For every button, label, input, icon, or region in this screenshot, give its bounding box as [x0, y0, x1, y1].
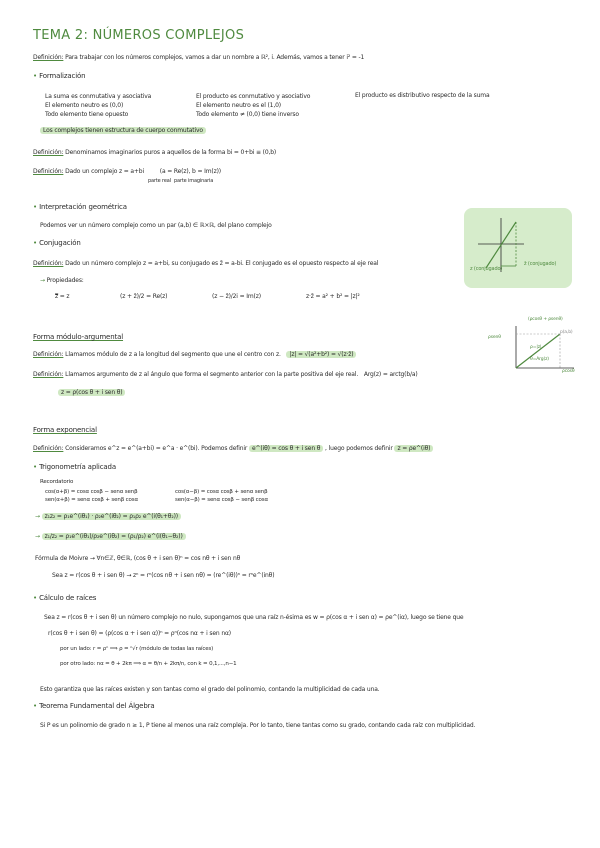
definition-label: Definición:: [33, 54, 64, 61]
definition-5: [33, 351, 356, 359]
raices-text: Sea z = r(cos θ + i sen θ) un número complejo no nulo, supongamos que una raíz n-ésima es w = ρ(cos α + i sen α) = ρe^(iα), luego se tiene que: [44, 614, 464, 621]
definition-4: [33, 260, 378, 268]
definition-text: Llamamos módulo de z a la longitud del segmento que une el centro con z.: [65, 351, 281, 358]
trig-col-1: [45, 488, 138, 504]
definition-text: Consideramos e^z = e^(a+bi) = e^a · e^(bi). Podemos definir: [65, 445, 248, 452]
propiedades-label: [40, 277, 84, 285]
graph-label-z: z (conjugado): [470, 266, 503, 272]
product-highlight: z₁z₂ = ρ₁e^(iθ₁) · ρ₂e^(iθ₂) = ρ₁ρ₂ e^(i(θ₁+θ₂)): [42, 513, 181, 520]
prop-line: El producto es conmutativo y asociativo: [196, 93, 311, 100]
definition-1: [33, 54, 364, 62]
raices-final: Esto garantiza que las raíces existen y son tantas como el grado del polinomio, contando la multiplicidad de cada una.: [40, 686, 380, 693]
section-label: Forma exponencial: [33, 426, 97, 434]
product-formula: [35, 513, 181, 521]
prop-formula-1: z̿ = z: [55, 293, 70, 300]
definition-text: Dado un número complejo z = a+bi, su conjugado es z̄ = a-bi. El conjugado es el opuesto respecto al eje real: [65, 260, 379, 267]
polar-highlight: z = ρ(cos θ + i sen θ): [58, 389, 125, 396]
section-label: Forma módulo-argumental: [33, 333, 124, 341]
trig-formula: cos(α+β) = cosα cosβ − senα senβ: [45, 489, 138, 495]
exp-form-formula: z = ρe^(iθ): [394, 445, 433, 452]
definition-text: Denominamos imaginarios puros a aquellos de la forma bi = 0+bi ≡ (0,b): [65, 149, 277, 156]
prop-formula-4: z·z̄ = a² + b² = |z|²: [306, 293, 360, 300]
teorema-text: Si P es un polinomio de grado n ≥ 1, P tiene al menos una raíz compleja. Por lo tanto, tiene tantas como su grado, contando cada raíz con multiplicidad.: [40, 722, 476, 729]
euler-formula: e^(iθ) = cos θ + i sen θ: [249, 445, 323, 452]
arrow-icon: →: [35, 533, 40, 540]
raices-line-1: por un lado: r = ρⁿ ⟹ ρ = ⁿ√r (módulo de todas las raíces): [60, 646, 214, 652]
prop-line: El elemento neutro es (0,0): [45, 102, 124, 109]
prop-line: La suma es conmutativa y asociativa: [45, 93, 152, 100]
prop-line: Todo elemento tiene opuesto: [45, 111, 129, 118]
raices-line-2: por otro lado: nα = θ + 2kπ ⟹ α = θ/n + 2kπ/n, con k = 0,1,...,n−1: [60, 661, 237, 667]
definition-2: [33, 149, 276, 157]
definition-7: [33, 445, 433, 453]
section-label: Teorema Fundamental del Álgebra: [39, 702, 155, 710]
definition-label: Definición:: [33, 371, 64, 378]
arrow-icon: →: [35, 513, 40, 520]
interp-text: Podemos ver un número complejo como un par (a,b) ∈ ℝ×ℝ, del plano complejo: [40, 222, 272, 229]
prop-formula-3: (z − z̄)/2i = Im(z): [212, 293, 261, 300]
section-label: Trigonometría aplicada: [39, 463, 116, 471]
prop-line: Todo elemento ≠ (0,0) tiene inverso: [196, 111, 299, 118]
quotient-formula: [35, 533, 186, 541]
definition-text: Dado un complejo z = a+bi: [65, 168, 144, 175]
bullet-icon: •: [33, 203, 37, 211]
prop-line: El producto es distributivo respecto de la suma: [355, 92, 490, 99]
bullet-icon: •: [33, 72, 37, 80]
page-title: TEMA 2: NÚMEROS COMPLEJOS: [33, 28, 245, 43]
section-conjugacion: [33, 239, 81, 247]
bullet-icon: •: [33, 463, 37, 471]
definition-label: Definición:: [33, 168, 64, 175]
section-label: Formalización: [39, 72, 86, 80]
polar-label-point: p(a,b): [560, 330, 573, 335]
bullet-icon: •: [33, 594, 37, 602]
estructura-text: [40, 127, 206, 135]
polar-label-top: (ρcosθ + ρsenθ): [528, 317, 563, 322]
polar-label-mod: ρ=|z|: [530, 345, 542, 350]
section-label: Conjugación: [39, 239, 81, 247]
props-col-2: [196, 92, 310, 119]
modulo-formula: |z| = √(a²+b²) = √(z·z̄): [286, 351, 356, 358]
propiedades-text: Propiedades:: [46, 277, 84, 284]
moivre-formula: Fórmula de Moivre → ∀n∈ℤ, θ∈ℝ, (cos θ + i sen θ)ⁿ = cos nθ + i sen nθ: [35, 555, 241, 562]
prop-line: El elemento neutro es el (1,0): [196, 102, 281, 109]
definition-text: Llamamos argumento de z al ángulo que forma el segmento anterior con la parte positiva del eje real.: [65, 371, 359, 378]
trig-formula: sen(α+β) = senα cosβ + senβ cosα: [45, 497, 138, 503]
argumento-formula: Arg(z) = arctg(b/a): [363, 371, 418, 378]
trig-formula: sen(α−β) = senα cosβ − senβ cosα: [175, 497, 268, 503]
definition-label: Definición:: [33, 260, 64, 267]
definition-label: Definición:: [33, 149, 64, 156]
section-trig: [33, 463, 116, 471]
polar-label-arg: θ=Arg(z): [530, 357, 549, 362]
quotient-highlight: z₁/z₂ = ρ₁e^(iθ₁)/ρ₂e^(iθ₂) = (ρ₁/ρ₂) e^(i(θ₁−θ₂)): [42, 533, 186, 540]
props-col-3: [355, 92, 490, 100]
parte-real-label: parte real: [148, 178, 171, 184]
section-label: Cálculo de raíces: [39, 594, 97, 602]
polar-label-left: ρsenθ: [488, 335, 501, 340]
trig-col-2: [175, 488, 268, 504]
props-col-1: [45, 92, 151, 119]
estructura-highlight: Los complejos tienen estructura de cuerpo conmutativo: [40, 127, 206, 134]
moivre-formula-2: Sea z = r(cos θ + i sen θ) → zⁿ = rⁿ(cos nθ + i sen nθ) = (re^(iθ))ⁿ = rⁿe^(inθ): [52, 572, 275, 579]
section-interpretacion: [33, 203, 127, 211]
definition-text: Para trabajar con los números complejos, vamos a dar un nombre a ℝ², i. Además, vamos a tener i² = -1: [65, 54, 365, 61]
section-raices: [33, 594, 96, 602]
arrow-icon: →: [40, 277, 45, 284]
prop-formula-2: (z + z̄)/2 = Re(z): [120, 293, 168, 300]
trig-formula: cos(α−β) = cosα cosβ + senα senβ: [175, 489, 268, 495]
section-label: Interpretación geométrica: [39, 203, 127, 211]
definition-3: [33, 168, 221, 176]
recordatorio-label: Recordatorio: [40, 479, 74, 485]
polar-label-bottom: ρcosθ: [562, 369, 575, 374]
section-forma-exp: [33, 426, 97, 434]
definition-label: Definición:: [33, 445, 64, 452]
bullet-icon: •: [33, 702, 37, 710]
graph-label-zbar: z̄ (conjugado): [524, 261, 557, 267]
bullet-icon: •: [33, 239, 37, 247]
parte-imaginaria-label: parte imaginaria: [174, 178, 214, 184]
polar-form: [58, 389, 125, 397]
definition-6: [33, 371, 418, 379]
raices-equation: r(cos θ + i sen θ) = (ρ(cos α + i sen α))ⁿ = ρⁿ(cos nα + i sen nα): [48, 630, 231, 637]
section-teorema: [33, 702, 154, 710]
section-forma-modulo: [33, 333, 123, 341]
definition-text: , luego podemos definir: [325, 445, 393, 452]
definition-aux: (a = Re(z), b = Im(z)): [159, 168, 221, 175]
definition-label: Definición:: [33, 351, 64, 358]
section-formalizacion: [33, 72, 85, 80]
conjugate-graph-drawing: [464, 208, 572, 288]
